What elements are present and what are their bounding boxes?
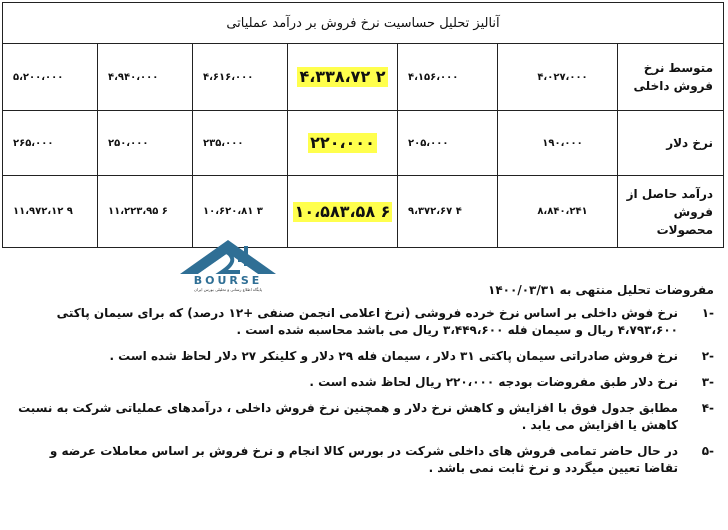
logo-tagline: پایگاه اطلاع رسانی و تحلیلی بورس ایران — [194, 287, 262, 292]
list-item-text: نرخ فروش صادراتی سیمان پاکتی ۳۱ دلار ، سیمان فله ۲۹ دلار و کلینکر ۲۷ دلار لحاظ شده است . — [109, 349, 678, 363]
cell-value: ۲۰۵،۰۰۰ — [398, 111, 498, 176]
list-item-number: -۲ — [701, 349, 714, 363]
cell-value: ۲۵۰،۰۰۰ — [98, 111, 193, 176]
cell-value: ۲۳۵،۰۰۰ — [193, 111, 288, 176]
list-item-number: -۵ — [701, 444, 714, 458]
list-item-number: -۴ — [701, 401, 714, 415]
list-item-text: نرخ دلار طبق مفروضات بودجه ۲۲۰،۰۰۰ ریال لحاظ شده است . — [309, 375, 678, 389]
list-item — [16, 443, 714, 477]
list-item-text: در حال حاضر تمامی فروش های داخلی شرکت در بورس کالا انجام و نرخ فروش بر اساس معاملات عرضه و تقاضا تعیین میگردد و نرخ ثابت نمی باشد . — [49, 444, 678, 475]
cell-value: ۲۶۵،۰۰۰ — [3, 111, 98, 176]
list-item — [16, 374, 714, 391]
list-item-text: مطابق جدول فوق با افزایش و کاهش نرخ دلار و همچنین نرخ فروش داخلی ، درآمدهای عملیاتی شرکت به نسبت کاهش یا افزایش می یابد . — [18, 401, 678, 432]
row-label: نرخ دلار — [618, 111, 724, 176]
list-item-number: -۱ — [701, 306, 714, 320]
cell-value: ۴،۱۵۶،۰۰۰ — [398, 44, 498, 111]
row-label: درآمد حاصل از فروش محصولات — [618, 176, 724, 248]
assumptions-heading: مفروضات تحلیل منتهی به ۱۴۰۰/۰۳/۳۱ — [488, 283, 714, 297]
cell-value: ۱۹۰،۰۰۰ — [498, 111, 618, 176]
cell-value: ۱۰،۶۲۰،۸۱ ۳ — [193, 176, 288, 248]
assumptions-section — [16, 282, 714, 486]
list-item-number: -۳ — [701, 375, 714, 389]
table-row-domestic-rate — [3, 44, 724, 111]
list-item — [16, 400, 714, 434]
sensitivity-table — [2, 2, 724, 248]
cell-value: ۸،۸۴۰،۲۴۱ — [498, 176, 618, 248]
cell-value: ۱۱،۲۲۳،۹۵ ۶ — [98, 176, 193, 248]
highlighted-cell: ۴،۳۳۸،۷۲ ۲ — [288, 44, 398, 111]
list-item — [16, 348, 714, 365]
list-item — [16, 305, 714, 339]
logo-wordmark: BOURSE — [193, 274, 263, 287]
row-label: متوسط نرخ فروش داخلی — [618, 44, 724, 111]
cell-value: ۱۱،۹۷۲،۱۲ ۹ — [3, 176, 98, 248]
highlighted-cell: ۲۲۰،۰۰۰ — [288, 111, 398, 176]
cell-value: ۹،۳۷۲،۶۷ ۴ — [398, 176, 498, 248]
table-row-dollar-rate — [3, 111, 724, 176]
highlighted-cell: ۱۰،۵۸۳،۵۸ ۶ — [288, 176, 398, 248]
cell-value: ۴،۶۱۶،۰۰۰ — [193, 44, 288, 111]
list-item-text: نرخ فوش داخلی بر اساس نرخ خرده فروشی (نرخ اعلامی انجمن صنفی +۱۲ درصد) که برای سیمان پاکتی ۴،۷۹۳،۶۰۰ ریال و سیمان فله ۳،۴۴۹،۶۰۰ ریال می باشد محاسبه شده است . — [56, 306, 678, 337]
table-title: آنالیز تحلیل حساسیت نرخ فروش بر درآمد عملیاتی — [3, 3, 724, 44]
assumptions-list — [16, 305, 714, 477]
cell-value: ۴،۹۴۰،۰۰۰ — [98, 44, 193, 111]
cell-value: ۴،۰۲۷،۰۰۰ — [498, 44, 618, 111]
cell-value: ۵،۲۰۰،۰۰۰ — [3, 44, 98, 111]
table-row-revenue — [3, 176, 724, 248]
